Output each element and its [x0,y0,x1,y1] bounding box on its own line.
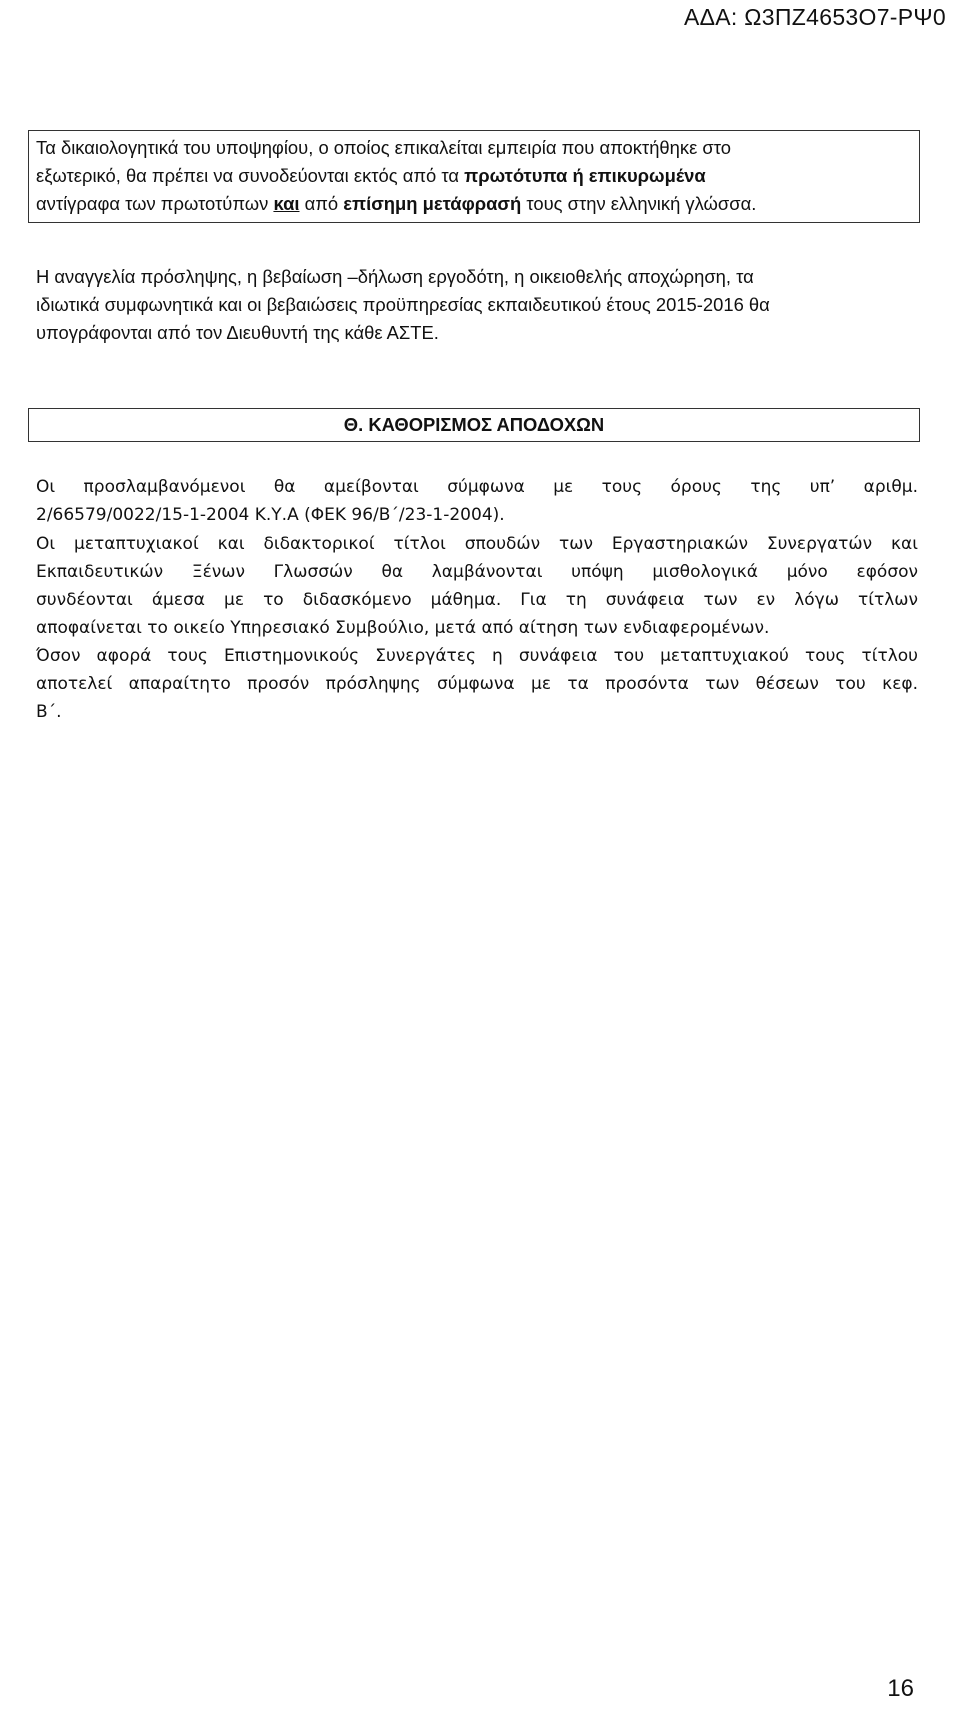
paragraph-line: Εκπαιδευτικών Ξένων Γλωσσών θα λαμβάνονται υπόψη μισθολογικά μόνο εφόσον [36,562,918,582]
paragraph-line: Η αναγγελία πρόσληψης, η βεβαίωση –δήλωση εργοδότη, η οικειοθελής αποχώρηση, τα [36,266,754,287]
postgraduate-titles-paragraph [36,530,918,642]
bold-text: πρωτότυπα ή επικυρωμένα [464,165,706,186]
paragraph-line: Β΄. [36,702,62,722]
paragraph-line: Οι προσλαμβανόμενοι θα αμείβονται σύμφωνα με τους όρους της υπ’ αριθμ. [36,477,918,497]
remuneration-paragraph [36,473,918,529]
paragraph-line: 2/66579/0022/15-1-2004 Κ.Υ.Α (ΦΕΚ 96/Β΄/23-1-2004). [36,505,505,525]
paragraph-line: Όσον αφορά τους Επιστημονικούς Συνεργάτες η συνάφεια του μεταπτυχιακού τους τίτλου [36,646,918,666]
paragraph-line: Τα δικαιολογητικά του υποψηφίου, ο οποίος επικαλείται εμπειρία που αποκτήθηκε στο [36,137,731,158]
paragraph-line: αποφαίνεται το οικείο Υπηρεσιακό Συμβούλιο, μετά από αίτηση των ενδιαφερομένων. [36,618,770,638]
hiring-announcement-paragraph [36,263,918,347]
paragraph-line: υπογράφονται από τον Διευθυντή της κάθε ΑΣΤΕ. [36,322,439,343]
ada-code: ΑΔΑ: Ω3ΠΖ4653Ο7-ΡΨ0 [683,4,946,30]
underlined-text: και [273,193,300,214]
scientific-associates-paragraph [36,642,918,726]
qualifications-paragraph [36,134,918,218]
paragraph-line: αποτελεί απαραίτητο προσόν πρόσληψης σύμφωνα με τα προσόντα των θέσεων του κεφ. [36,674,918,694]
paragraph-line: Οι μεταπτυχιακοί και διδακτορικοί τίτλοι σπουδών των Εργαστηριακών Συνεργατών και [36,534,918,554]
paragraph-line: ιδιωτικά συμφωνητικά και οι βεβαιώσεις προϋπηρεσίας εκπαιδευτικού έτους 2015-2016 θα [36,294,770,315]
paragraph-line: συνδέονται άμεσα με το διδασκόμενο μάθημα. Για τη συνάφεια των εν λόγω τίτλων [36,590,918,610]
bold-text: επίσημη μετάφρασή [343,193,522,214]
section-heading: Θ. ΚΑΘΟΡΙΣΜΟΣ ΑΠΟΔΟΧΩΝ [343,414,605,435]
paragraph-line: εξωτερικό, θα πρέπει να συνοδεύονται εκτός από τα πρωτότυπα ή επικυρωμένα [36,165,706,186]
paragraph-line: αντίγραφα των πρωτοτύπων και από επίσημη μετάφρασή τους στην ελληνική γλώσσα. [36,193,757,214]
page-number: 16 [887,1675,914,1702]
